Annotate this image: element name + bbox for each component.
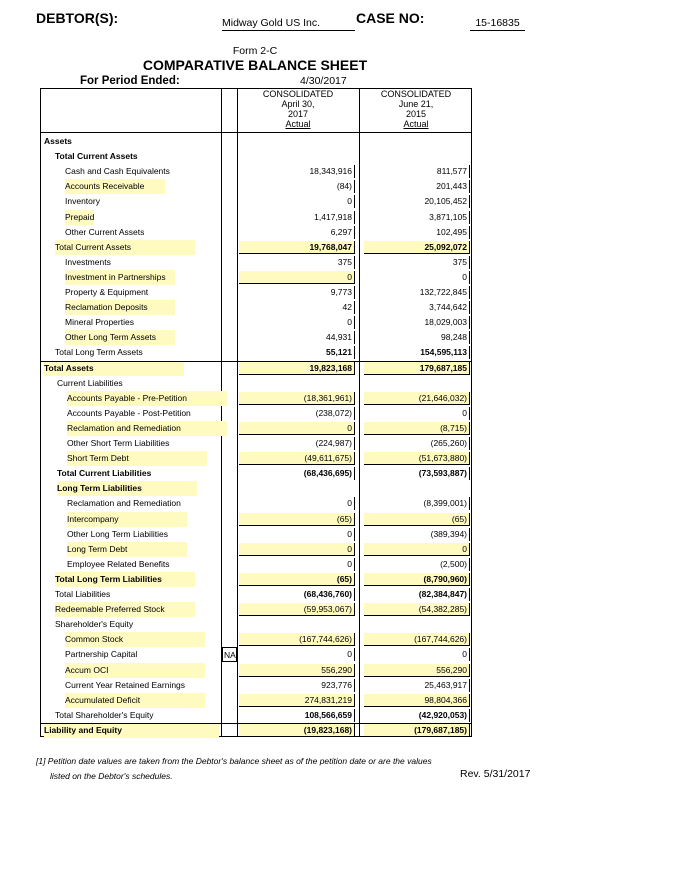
value-2017: (167,744,626) (239, 633, 355, 646)
value-2015: 0 (364, 648, 470, 661)
value-2015: (21,646,032) (364, 392, 470, 405)
revision-date: Rev. 5/31/2017 (460, 768, 531, 780)
row-label: Total Shareholder's Equity (55, 709, 154, 720)
value-2015: (8,715) (364, 422, 470, 435)
value-2017: 923,776 (239, 679, 355, 692)
value-2017: (238,072) (239, 407, 355, 420)
row-label: Accounts Payable - Pre-Petition (67, 391, 227, 406)
table-row (41, 285, 471, 300)
column-header-line: CONSOLIDATED (380, 89, 452, 99)
table-row (41, 255, 471, 270)
value-2017: 375 (239, 256, 355, 269)
value-2017: 19,768,047 (239, 241, 355, 254)
value-2015: 3,744,642 (364, 301, 470, 314)
column-header-line: 2015 (405, 109, 427, 119)
value-2017: 0 (239, 497, 355, 510)
value-2015: (73,593,887) (364, 467, 470, 480)
value-2015: (42,920,053) (364, 709, 470, 722)
value-2017: 1,417,918 (239, 211, 355, 224)
value-2015: 98,248 (364, 331, 470, 344)
row-label: Accumulated Deficit (65, 693, 205, 708)
row-label: Prepaid (65, 210, 94, 225)
value-2017: 0 (239, 316, 355, 329)
table-row (41, 572, 471, 587)
value-2015: 154,595,113 (364, 346, 470, 359)
value-2017: 19,823,168 (239, 362, 355, 375)
table-row (41, 421, 471, 436)
row-label: Total Current Assets (55, 240, 195, 255)
table-row (41, 587, 471, 602)
table-row (41, 194, 471, 209)
value-2017: 9,773 (239, 286, 355, 299)
table-row (41, 345, 471, 360)
value-2017: 556,290 (239, 664, 355, 677)
value-2017: 18,343,916 (239, 165, 355, 178)
table-row (41, 134, 471, 149)
value-2015: (54,382,285) (364, 603, 470, 616)
row-label: Investment in Partnerships (65, 270, 175, 285)
value-2015: 102,495 (364, 226, 470, 239)
table-row (41, 330, 471, 345)
table-row (41, 300, 471, 315)
column-header-line: CONSOLIDATED (262, 89, 334, 99)
value-2015: (8,399,001) (364, 497, 470, 510)
table-row (41, 708, 471, 723)
table-row (41, 632, 471, 647)
row-label: Current Liabilities (57, 377, 123, 388)
value-2015: 201,443 (364, 180, 470, 193)
table-row (41, 391, 471, 406)
value-2017: (65) (239, 573, 355, 586)
value-2017: 0 (239, 422, 355, 435)
column-header-2015 (361, 89, 471, 129)
table-row (41, 663, 471, 678)
value-2017: 274,831,219 (239, 694, 355, 707)
table-row (41, 210, 471, 225)
footnote (36, 754, 432, 784)
row-label: Long Term Liabilities (57, 481, 197, 496)
table-row (41, 406, 471, 421)
na-marker: NA (222, 647, 237, 662)
row-label: Reclamation Deposits (65, 300, 175, 315)
row-label: Assets (44, 136, 72, 146)
value-2017: 0 (239, 195, 355, 208)
value-2015: 375 (364, 256, 470, 269)
value-2015: (82,384,847) (364, 588, 470, 601)
table-row (41, 225, 471, 240)
row-label: Cash and Cash Equivalents (65, 166, 170, 177)
value-2015: (179,687,185) (364, 724, 470, 737)
row-label: Total Current Liabilities (57, 468, 152, 479)
case-number: 15-16835 (470, 17, 525, 31)
table-row (41, 376, 471, 391)
row-label: Shareholder's Equity (55, 619, 134, 630)
row-label: Liability and Equity (44, 723, 219, 738)
value-2017: (84) (239, 180, 355, 193)
table-row (41, 179, 471, 194)
table-row (41, 602, 471, 617)
value-2015: 20,105,452 (364, 195, 470, 208)
column-header-line: Actual (285, 119, 311, 129)
row-label: Accum OCI (65, 663, 205, 678)
period-value: 4/30/2017 (300, 75, 347, 87)
value-2015: 3,871,105 (364, 211, 470, 224)
value-2015: 0 (364, 407, 470, 420)
value-2015: (8,790,960) (364, 573, 470, 586)
case-number-label: CASE NO: (356, 10, 425, 26)
row-label: Total Assets (44, 361, 184, 376)
value-2017: 0 (239, 558, 355, 571)
value-2015: 25,092,072 (364, 241, 470, 254)
table-row (41, 451, 471, 466)
table-row (41, 527, 471, 542)
row-label: Redeemable Preferred Stock (55, 602, 195, 617)
table-row (41, 693, 471, 708)
table-row (41, 164, 471, 179)
row-label: Employee Related Benefits (67, 558, 170, 569)
column-header-line: April 30, (281, 99, 315, 109)
value-2017: 0 (239, 528, 355, 541)
balance-sheet-table (40, 88, 472, 737)
table-row (41, 481, 471, 496)
form-name: Form 2-C (232, 45, 278, 57)
table-row (41, 436, 471, 451)
row-label: Other Long Term Liabilities (67, 528, 168, 539)
debtor-label: DEBTOR(S): (36, 10, 119, 26)
value-2015: 556,290 (364, 664, 470, 677)
value-2015: 132,722,845 (364, 286, 470, 299)
value-2015: (65) (364, 513, 470, 526)
table-row (41, 723, 471, 738)
row-label: Other Long Term Assets (65, 330, 175, 345)
value-2017: (224,987) (239, 437, 355, 450)
value-2015: 179,687,185 (364, 362, 470, 375)
column-header-2017 (239, 89, 357, 129)
column-header-line: June 21, (398, 99, 434, 109)
value-2015: 98,804,366 (364, 694, 470, 707)
footnote-line: listed on the Debtor's schedules. (50, 771, 173, 781)
row-label: Reclamation and Remediation (67, 498, 181, 509)
column-header-line: 2017 (287, 109, 309, 119)
footnote-line: [1] Petition date values are taken from the Debtor's balance sheet as of the petition date or are the values (36, 756, 432, 766)
value-2017: 6,297 (239, 226, 355, 239)
value-2017: 42 (239, 301, 355, 314)
value-2015: 811,577 (364, 165, 470, 178)
value-2017: (68,436,695) (239, 467, 355, 480)
row-label: Investments (65, 256, 111, 267)
table-row (41, 270, 471, 285)
table-row (41, 466, 471, 481)
value-2017: 55,121 (239, 346, 355, 359)
value-2017: (59,953,067) (239, 603, 355, 616)
row-label: Other Short Term Liabilities (67, 438, 170, 448)
value-2017: 0 (239, 648, 355, 661)
row-label: Current Year Retained Earnings (65, 679, 186, 690)
table-row (41, 361, 471, 376)
table-row (41, 647, 471, 662)
row-label: Long Term Debt (67, 542, 187, 557)
row-label: Total Liabilities (55, 589, 111, 599)
row-label: Total Long Term Assets (55, 347, 143, 358)
value-2017: 0 (239, 543, 355, 556)
row-label: Reclamation and Remediation (67, 421, 227, 436)
row-label: Intercompany (67, 512, 187, 527)
table-row (41, 617, 471, 632)
row-label: Accounts Receivable (65, 179, 165, 194)
value-2015: 18,029,003 (364, 316, 470, 329)
column-header-line: Actual (403, 119, 429, 129)
table-row (41, 240, 471, 255)
document-title: COMPARATIVE BALANCE SHEET (142, 57, 368, 73)
table-row (41, 149, 471, 164)
value-2017: 108,566,659 (239, 709, 355, 722)
row-label: Total Long Term Liabilities (55, 572, 195, 587)
table-row (41, 315, 471, 330)
value-2015: (167,744,626) (364, 633, 470, 646)
value-2017: (19,823,168) (239, 724, 355, 737)
table-row (41, 678, 471, 693)
value-2015: (51,673,880) (364, 452, 470, 465)
row-label: Other Current Assets (65, 226, 145, 237)
value-2017: (68,436,760) (239, 588, 355, 601)
value-2015: 0 (364, 543, 470, 556)
row-label: Short Term Debt (67, 451, 207, 466)
value-2017: (49,611,675) (239, 452, 355, 465)
row-label: Common Stock (65, 632, 205, 647)
table-row (41, 512, 471, 527)
row-label: Mineral Properties (65, 317, 134, 328)
period-label: For Period Ended: (80, 75, 180, 87)
table-row (41, 542, 471, 557)
row-label: Total Current Assets (55, 151, 138, 162)
value-2017: (65) (239, 513, 355, 526)
value-2017: (18,361,961) (239, 392, 355, 405)
value-2017: 0 (239, 271, 355, 284)
value-2015: (2,500) (364, 558, 470, 571)
value-2015: 0 (364, 271, 470, 284)
value-2015: 25,463,917 (364, 679, 470, 692)
table-row (41, 557, 471, 572)
debtor-name: Midway Gold US Inc. (222, 17, 355, 31)
value-2015: (265,260) (364, 437, 470, 450)
row-label: Inventory (65, 196, 100, 207)
row-label: Accounts Payable - Post-Petition (67, 407, 191, 418)
table-row (41, 496, 471, 511)
row-label: Partnership Capital (65, 649, 138, 660)
row-label: Property & Equipment (65, 287, 149, 297)
value-2017: 44,931 (239, 331, 355, 344)
value-2015: (389,394) (364, 528, 470, 541)
